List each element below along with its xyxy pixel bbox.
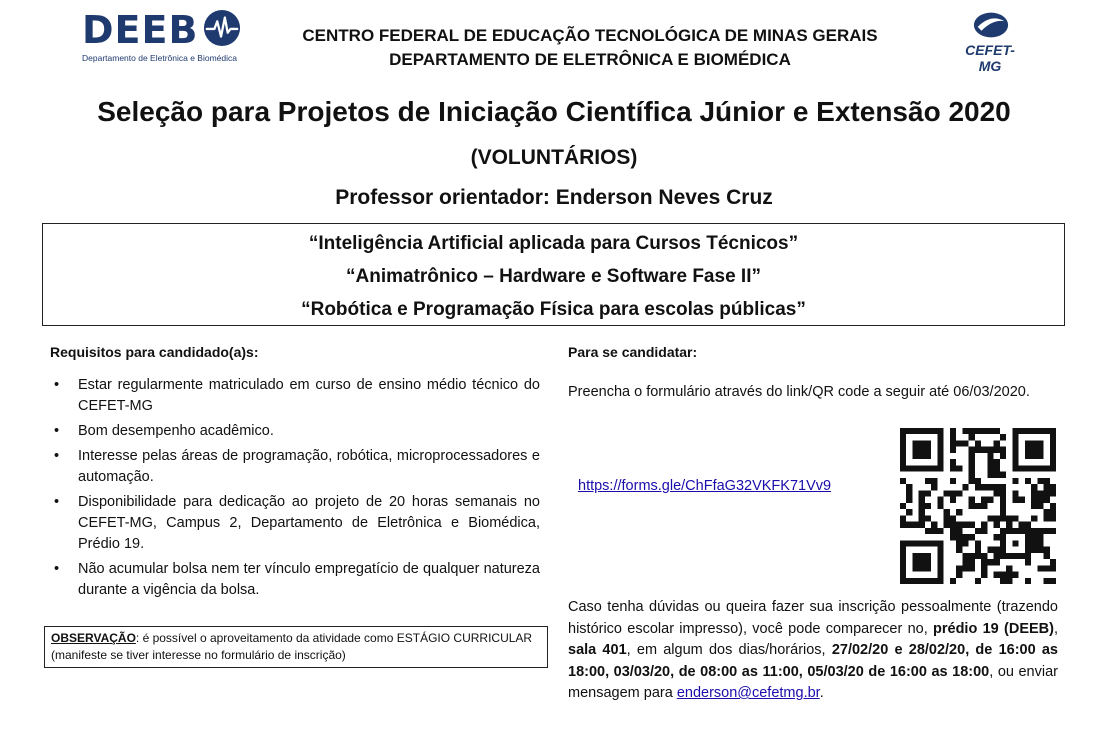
cefet-symbol-icon: [972, 10, 1010, 40]
form-link[interactable]: https://forms.gle/ChFfaG32VKFK71Vv9: [578, 478, 832, 494]
projects-box: [42, 223, 1065, 326]
list-item: • Interesse pelas áreas de programação, robótica, microprocessadores e automação.: [54, 446, 540, 488]
contact-text: Caso tenha dúvidas ou queira fazer sua inscrição pessoalmente (trazendo histórico escolar impresso), você pode comparecer no,: [568, 599, 1058, 637]
list-item: • Bom desempenho acadêmico.: [54, 421, 540, 442]
cefet-logo-word: CEFET-MG: [965, 42, 1015, 74]
page-subtitle: (VOLUNTÁRIOS): [470, 146, 638, 169]
deeb-logo-word: DEEB: [82, 8, 199, 52]
institution-line-1: CENTRO FEDERAL DE EDUCAÇÃO TECNOLÓGICA DE MINAS GERAIS: [302, 26, 878, 45]
deeb-logo-subtitle: Departamento de Eletrônica e Biomédica: [82, 53, 237, 63]
contact-room: sala 401: [568, 642, 627, 658]
observation-text: : é possível o aproveitamento da atividade como ESTÁGIO CURRICULAR (manifeste se tiver interesse no formulário de inscrição): [51, 631, 533, 662]
contact-end: .: [819, 685, 824, 701]
apply-intro: Preencha o formulário através do link/QR code a seguir até 06/03/2020.: [568, 384, 1030, 400]
list-item: • Não acumular bolsa nem ter vínculo empregatício de qualquer natureza durante a vigência da bolsa.: [54, 559, 540, 601]
project-title: “Animatrônico – Hardware e Software Fase II”: [346, 266, 761, 287]
heartbeat-wave-icon: [203, 9, 241, 47]
observation-box: [44, 626, 548, 668]
cefet-logo: [954, 10, 1026, 74]
page-title: Seleção para Projetos de Iniciação Científica Júnior e Extensão 2020: [97, 96, 1011, 127]
contact-paragraph: [568, 597, 1058, 705]
deeb-logo: [82, 8, 242, 64]
contact-text: , em algum dos dias/horários,: [626, 642, 832, 658]
requirements-title: Requisitos para candidado(a)s:: [50, 344, 259, 360]
apply-title: Para se candidatar:: [568, 344, 698, 360]
requirements-list: [54, 375, 540, 605]
contact-building: prédio 19 (DEEB): [933, 620, 1054, 637]
institution-header: [280, 24, 900, 72]
contact-schedule: 27/02/20 e 28/02/20, de 16:00 as 18:00, 03/03/20, de 08:00 as 11:00, 05/03/20 de 16:00 as 18:00: [568, 642, 1058, 680]
qr-code: [900, 428, 1056, 584]
project-title: “Robótica e Programação Física para escolas públicas”: [301, 299, 806, 320]
observation-label: OBSERVAÇÃO: [51, 631, 136, 645]
list-item: • Estar regularmente matriculado em curso de ensino médio técnico do CEFET-MG: [54, 375, 540, 417]
contact-separator: ,: [1053, 620, 1058, 637]
list-item: • Disponibilidade para dedicação ao projeto de 20 horas semanais no CEFET-MG, Campus 2, Departamento de Eletrônica e Biomédica, Prédio 19.: [54, 492, 540, 555]
project-title: “Inteligência Artificial aplicada para Cursos Técnicos”: [308, 233, 799, 254]
institution-line-2: DEPARTAMENTO DE ELETRÔNICA E BIOMÉDICA: [389, 50, 791, 69]
contact-text: , ou enviar mensagem para: [568, 663, 1058, 701]
email-link[interactable]: enderson@cefetmg.br: [676, 685, 820, 701]
advisor-line: Professor orientador: Enderson Neves Cruz: [335, 186, 773, 209]
